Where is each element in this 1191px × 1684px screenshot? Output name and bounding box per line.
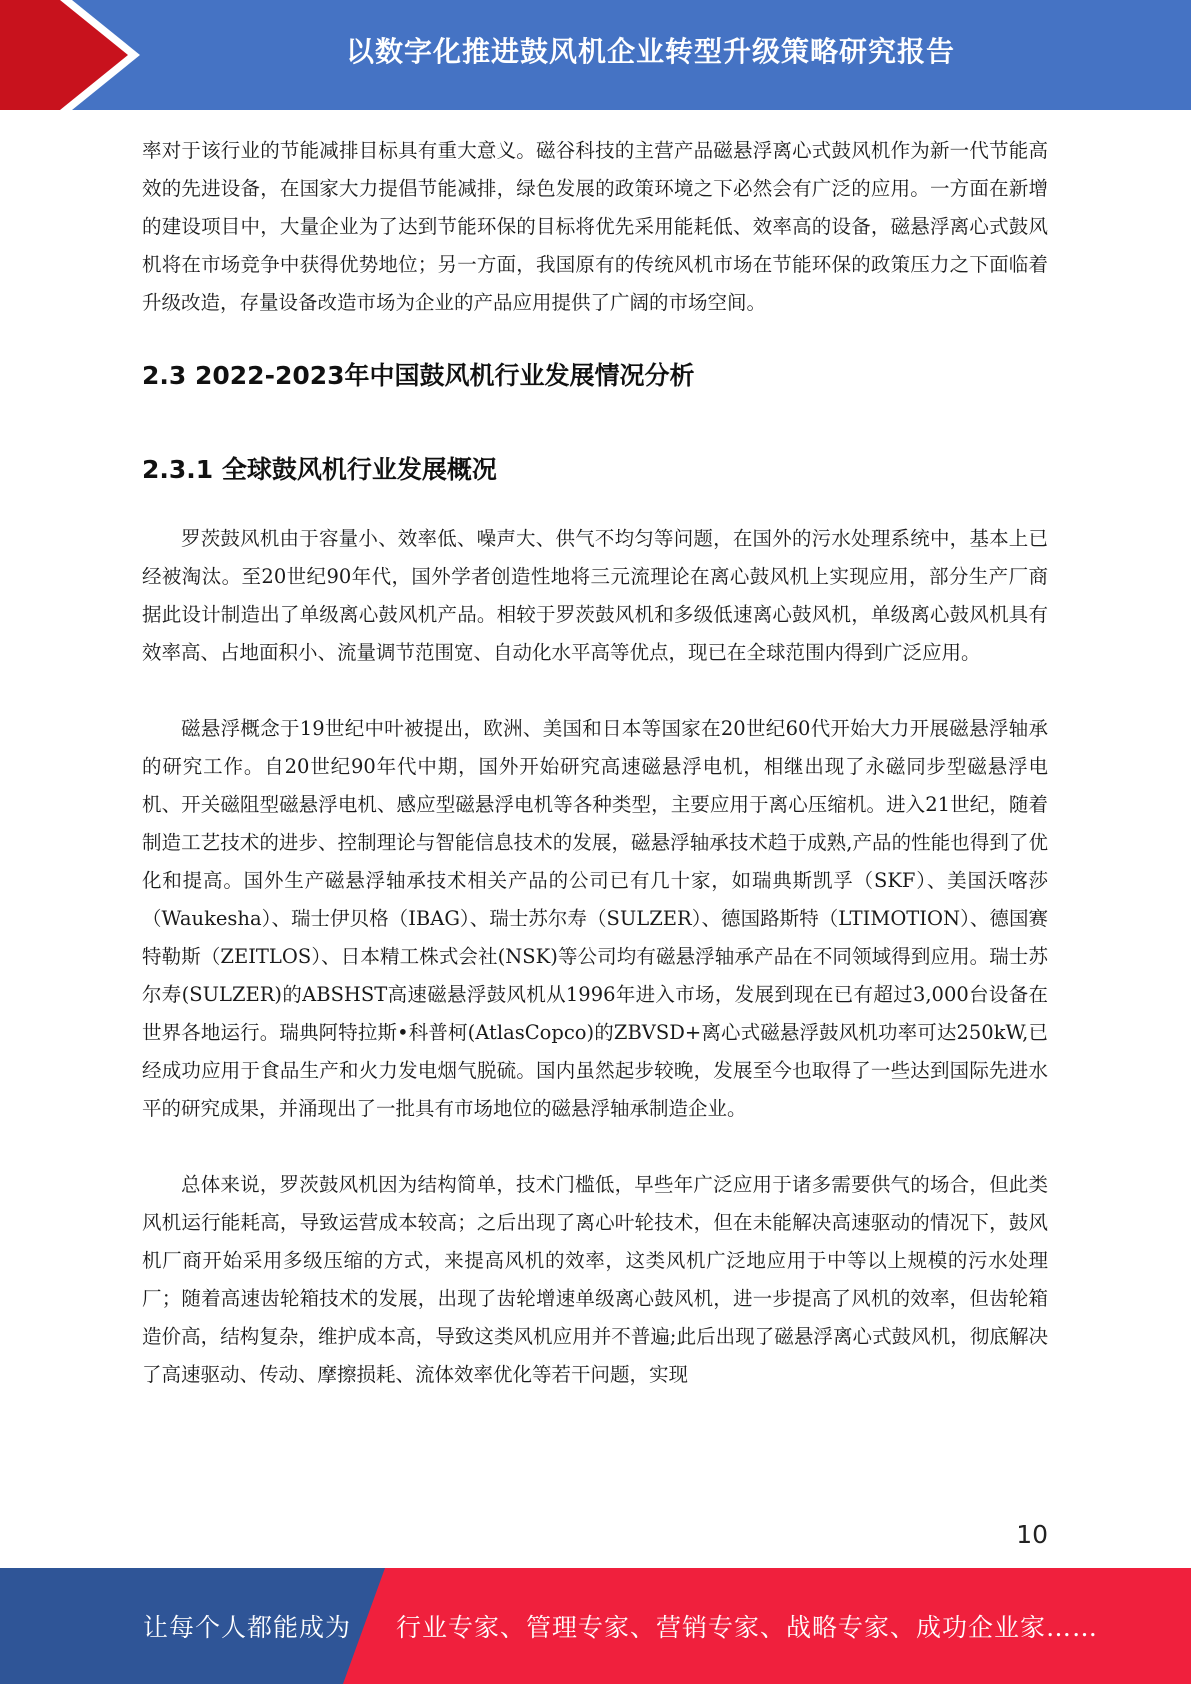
page-number: 10 xyxy=(1016,1520,1048,1549)
paragraph-spacer xyxy=(142,672,1048,710)
page-header xyxy=(0,0,1191,110)
page-footer xyxy=(0,1568,1191,1684)
document-body xyxy=(142,132,1048,1394)
intro-paragraph: 率对于该行业的节能减排目标具有重大意义。磁谷科技的主营产品磁悬浮离心式鼓风机作为新一代节能高效的先进设备，在国家大力提倡节能减排，绿色发展的政策环境之下必然会有广泛的应用。一方面在新增的建设项目中，大量企业为了达到节能环保的目标将优先采用能耗低、效率高的设备，磁悬浮离心式鼓风机将在市场竞争中获得优势地位；另一方面，我国原有的传统风机市场在节能环保的政策压力之下面临着升级改造，存量设备改造市场为企业的产品应用提供了广阔的市场空间。 xyxy=(142,139,1048,314)
footer-slogan-right: 行业专家、管理专家、营销专家、战略专家、成功企业家…… xyxy=(396,1613,1099,1642)
paragraph-spacer xyxy=(142,1128,1048,1166)
body-paragraph: 罗茨鼓风机由于容量小、效率低、噪声大、供气不均匀等问题，在国外的污水处理系统中，基本上已经被淘汰。至20世纪90年代，国外学者创造性地将三元流理论在离心鼓风机上实现应用，部分生产厂商据此设计制造出了单级离心鼓风机产品。相较于罗茨鼓风机和多级低速离心鼓风机，单级离心鼓风机具有效率高、占地面积小、流量调节范围宽、自动化水平高等优点，现已在全球范围内得到广泛应用。 xyxy=(142,527,1048,664)
footer-slogan-left: 让每个人都能成为 xyxy=(143,1613,352,1642)
section-heading: 2.3 2022-2023年中国鼓风机行业发展情况分析 xyxy=(142,361,695,390)
report-title: 以数字化推进鼓风机企业转型升级策略研究报告 xyxy=(345,35,955,68)
body-paragraph: 总体来说，罗茨鼓风机因为结构简单，技术门槛低，早些年广泛应用于诸多需要供气的场合，但此类风机运行能耗高，导致运营成本较高；之后出现了离心叶轮技术，但在未能解决高速驱动的情况下，鼓风机厂商开始采用多级压缩的方式，来提高风机的效率，这类风机广泛地应用于中等以上规模的污水处理厂；随着高速齿轮箱技术的发展，出现了齿轮增速单级离心鼓风机，进一步提高了风机的效率，但齿轮箱造价高，结构复杂，维护成本高，导致这类风机应用并不普遍;此后出现了磁悬浮离心式鼓风机，彻底解决了高速驱动、传动、摩擦损耗、流体效率优化等若干问题，实现 xyxy=(142,1173,1048,1386)
subsection-heading: 2.3.1 全球鼓风机行业发展概况 xyxy=(142,455,497,484)
body-paragraph: 磁悬浮概念于19世纪中叶被提出，欧洲、美国和日本等国家在20世纪60代开始大力开展磁悬浮轴承的研究工作。自20世纪90年代中期，国外开始研究高速磁悬浮电机，相继出现了永磁同步型磁悬浮电机、开关磁阻型磁悬浮电机、感应型磁悬浮电机等各种类型，主要应用于离心压缩机。进入21世纪，随着制造工艺技术的进步、控制理论与智能信息技术的发展，磁悬浮轴承技术趋于成熟,产品的性能也得到了优化和提高。国外生产磁悬浮轴承技术相关产品的公司已有几十家，如瑞典斯凯孚（SKF）、美国沃喀莎（Waukesha）、瑞士伊贝格（IBAG）、瑞士苏尔寿（SULZER）、德国路斯特（LTIMOTION）、德国赛特勒斯（ZEITLOS）、日本精工株式会社(NSK)等公司均有磁悬浮轴承产品在不同领域得到应用。瑞士苏尔寿(SULZER)的ABSHST高速磁悬浮鼓风机从1996年进入市场，发展到现在已有超过3,000台设备在世界各地运行。瑞典阿特拉斯•科普柯(AtlasCopco)的ZBVSD+离心式磁悬浮鼓风机功率可达250kW,已经成功应用于食品生产和火力发电烟气脱硫。国内虽然起步较晚，发展至今也取得了一些达到国际先进水平的研究成果，并涌现出了一批具有市场地位的磁悬浮轴承制造企业。 xyxy=(142,717,1048,1120)
